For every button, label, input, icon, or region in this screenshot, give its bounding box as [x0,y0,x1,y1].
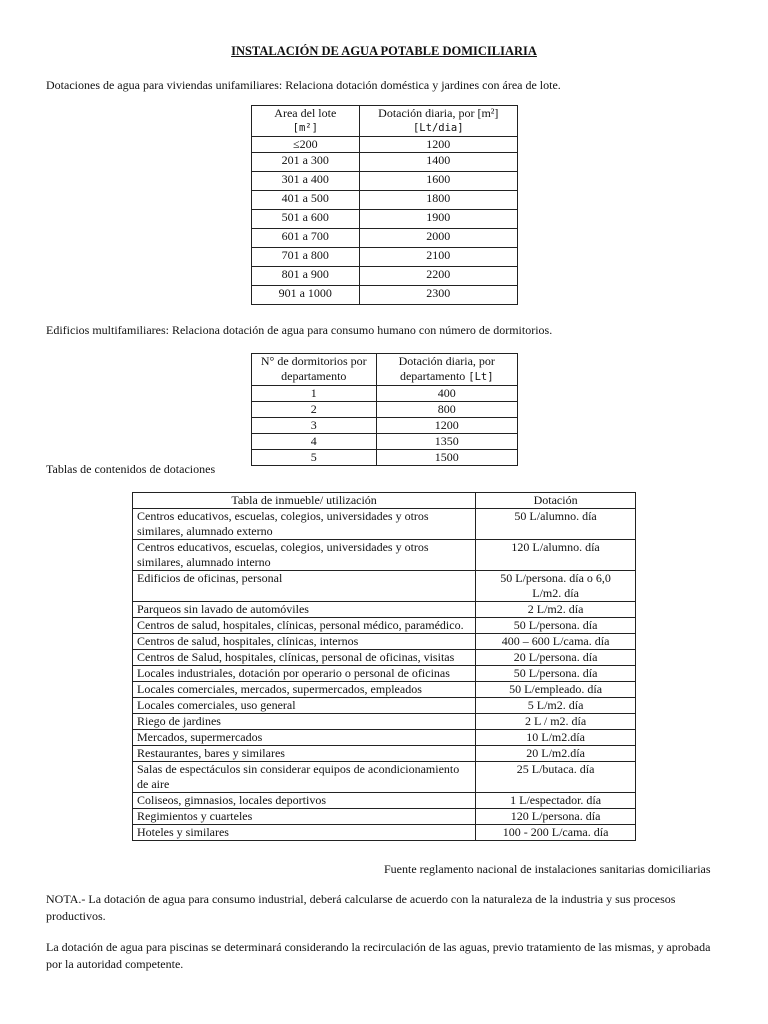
lot-area-table [251,105,518,305]
header-area: Area del lote [m²] [252,106,360,137]
bedrooms-table [251,353,518,466]
page-title: INSTALACIÓN DE AGUA POTABLE DOMICILIARIA [231,44,537,58]
source-note: Fuente reglamento nacional de instalaciones sanitarias domiciliarias [384,862,711,876]
table-row: 4 1350 [252,434,518,450]
table-row: Centros educativos, escuelas, colegios, universidades y otros similares, alumnado interno 120 L/alumno. día [133,540,636,571]
header-dormitorios: N° de dormitorios por departamento [252,354,377,386]
multifamily-text: Edificios multifamiliares: Relaciona dotación de agua para consumo humano con número de dormitorios. [46,323,553,337]
table-row: 1 400 [252,386,518,402]
table-row: Restaurantes, bares y similares 20 L/m2.día [133,746,636,762]
table-header [252,354,518,386]
table-row: 301 a 400 1600 [252,172,518,191]
table-row: Locales industriales, dotación por operario o personal de oficinas 50 L/persona. día [133,666,636,682]
header-dotacion: Dotación diaria, por [m²] [Lt/dia] [359,106,517,137]
table-row: Mercados, supermercados 10 L/m2.día [133,730,636,746]
table-row: Centros de Salud, hospitales, clínicas, personal de oficinas, visitas 20 L/persona. día [133,650,636,666]
table-row: 801 a 900 2200 [252,267,518,286]
table-row: Edificios de oficinas, personal 50 L/persona. día o 6,0 L/m2. día [133,571,636,602]
table-row: Centros de salud, hospitales, clínicas, personal médico, paramédico. 50 L/persona. día [133,618,636,634]
table-row: Riego de jardines 2 L / m2. día [133,714,636,730]
table-row: Coliseos, gimnasios, locales deportivos 1 L/espectador. día [133,793,636,809]
table-row: 901 a 1000 2300 [252,286,518,305]
table-row: 201 a 300 1400 [252,153,518,172]
intro-text: Dotaciones de agua para viviendas unifamiliares: Relaciona dotación doméstica y jardines con área de lote. [46,78,561,92]
table-row: ≤200 1200 [252,137,518,153]
table-header [252,106,518,137]
dotations-table [132,492,636,841]
header-dotacion: Dotación diaria, por departamento [Lt] [376,354,517,386]
table-header [133,493,636,509]
table-row: Locales comerciales, mercados, supermercados, empleados 50 L/empleado. día [133,682,636,698]
table-row: Centros educativos, escuelas, colegios, universidades y otros similares, alumnado externo 50 L/alumno. día [133,509,636,540]
nota-text: NOTA.- La dotación de agua para consumo industrial, deberá calcularse de acuerdo con la naturaleza de la industria y sus procesos productivos. [46,892,676,923]
table-row: Centros de salud, hospitales, clínicas, internos 400 – 600 L/cama. día [133,634,636,650]
table-row: Parqueos sin lavado de automóviles 2 L/m2. día [133,602,636,618]
piscinas-text: La dotación de agua para piscinas se determinará considerando la recirculación de las aguas, previo tratamiento de las mismas, y aprobada por la autoridad competente. [46,940,711,971]
tables-heading: Tablas de contenidos de dotaciones [46,462,216,476]
table-row: 501 a 600 1900 [252,210,518,229]
table-row: Hoteles y similares 100 - 200 L/cama. día [133,825,636,841]
table-row: Salas de espectáculos sin considerar equipos de acondicionamiento de aire 25 L/butaca. día [133,762,636,793]
header-dotacion: Dotación [476,493,636,509]
table-row: 5 1500 [252,450,518,466]
table-row: 601 a 700 2000 [252,229,518,248]
table-row: 3 1200 [252,418,518,434]
table-row: Locales comerciales, uso general 5 L/m2. día [133,698,636,714]
table-row: 2 800 [252,402,518,418]
table-row: Regimientos y cuarteles 120 L/persona. día [133,809,636,825]
table-row: 401 a 500 1800 [252,191,518,210]
table-row: 701 a 800 2100 [252,248,518,267]
header-inmueble: Tabla de inmueble/ utilización [133,493,476,509]
